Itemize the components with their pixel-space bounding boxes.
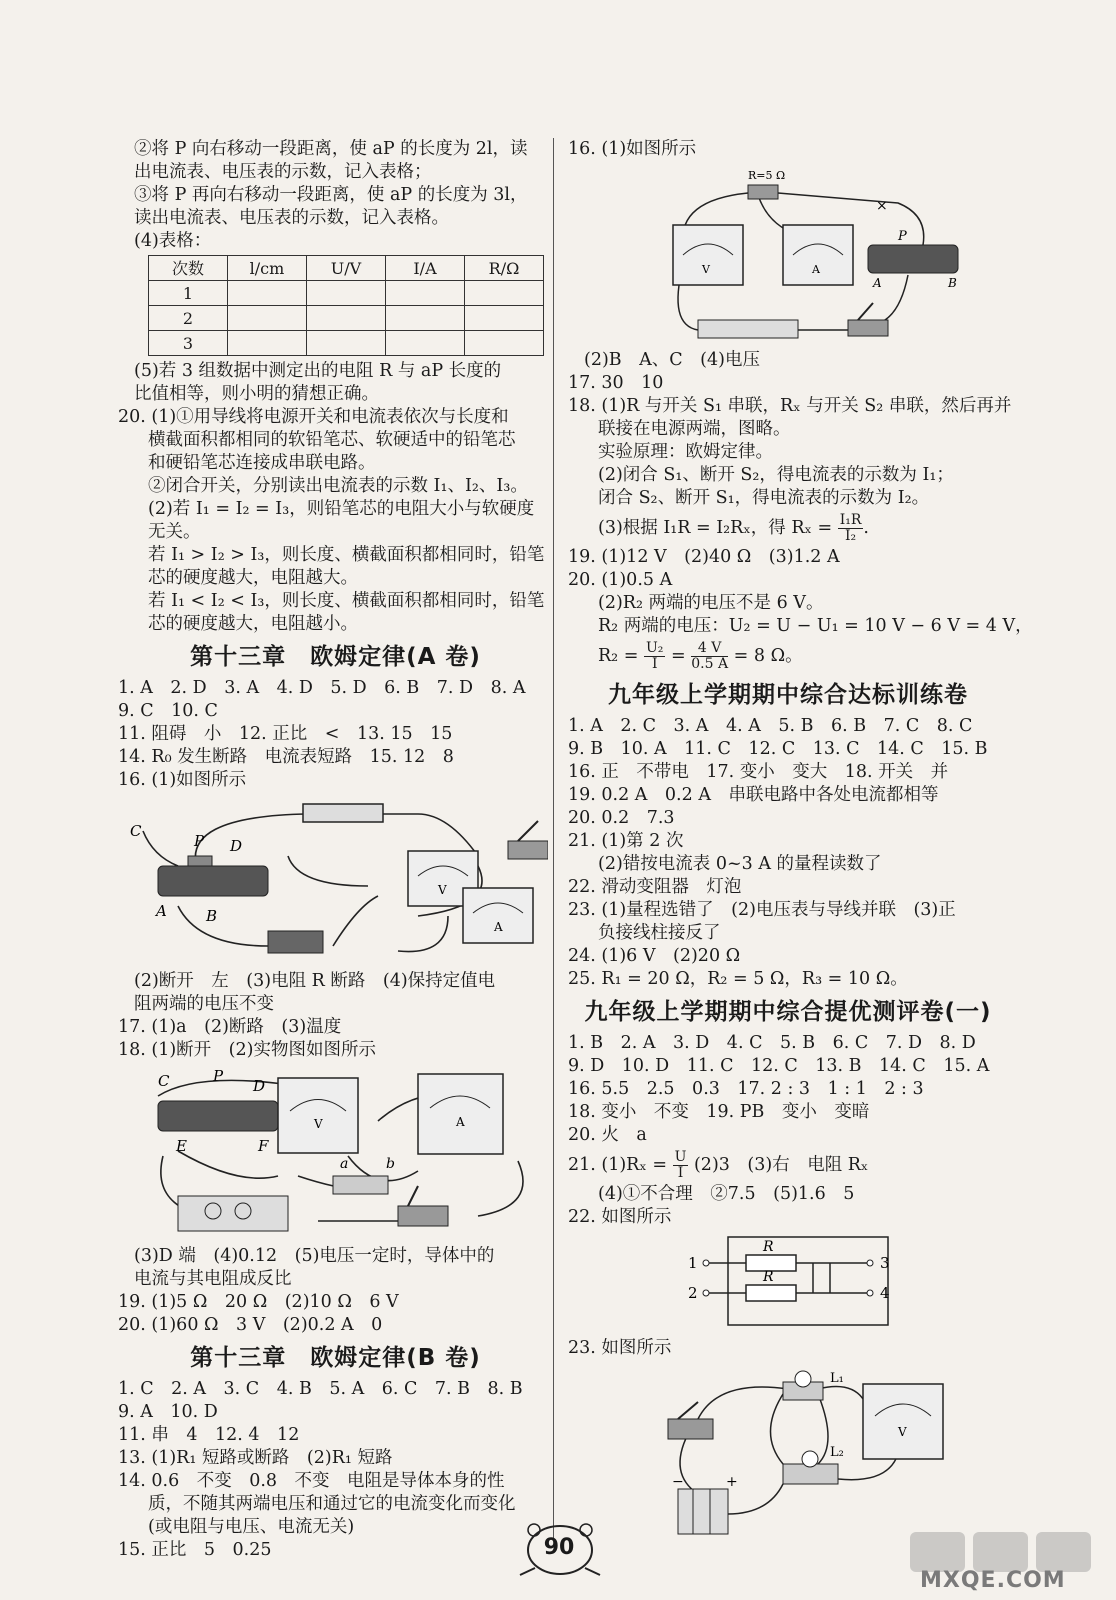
text-line: (4)①不合理 ②7.5 (5)1.6 5: [598, 1184, 855, 1204]
label-b: B: [948, 276, 957, 290]
text-line: 16. 正 不带电 17. 变小 变大 18. 开关 并: [568, 762, 949, 782]
table-cell: [228, 306, 307, 331]
table-cell: [307, 281, 386, 306]
text-line: ③将 P 再向右移动一段距离，使 aP 的长度为 3l，: [134, 185, 528, 205]
text-line: 22. 滑动变阻器 灯泡: [568, 877, 742, 897]
text-line: 负接线柱接反了: [598, 923, 721, 943]
text-line: 24. (1)6 V (2)20 Ω: [568, 946, 741, 966]
text-line: 1. C 2. A 3. C 4. B 5. A 6. C 7. B 8. B: [118, 1379, 523, 1399]
right-column: [568, 138, 1033, 1543]
text-line: 16. (1)如图所示: [568, 139, 697, 159]
table-header: l/cm: [228, 256, 307, 281]
text-line: 电流与其电阻成反比: [134, 1269, 292, 1289]
text-line: 若 I₁ < I₂ < I₃，则长度、横截面积都相同时，铅笔: [148, 591, 545, 611]
table-header: 次数: [149, 256, 228, 281]
eq-prefix: 21. (1)Rₓ =: [568, 1155, 668, 1175]
text-line: 15. 正比 5 0.25: [118, 1540, 272, 1560]
text-line: 1. A 2. D 3. A 4. D 5. D 6. B 7. D 8. A: [118, 678, 526, 698]
resistor-icon: [333, 1176, 388, 1194]
text-line: 19. 0.2 A 0.2 A 串联电路中各处电流都相等: [568, 785, 939, 805]
text-line: 19. (1)5 Ω 20 Ω (2)10 Ω 6 V: [118, 1292, 399, 1312]
text-line: 13. (1)R₁ 短路或断路 (2)R₁ 短路: [118, 1448, 393, 1468]
fraction-den: I: [677, 1165, 684, 1181]
circuit-figure-16b: [568, 165, 1008, 345]
label-b: B: [206, 907, 218, 925]
table-header: I/A: [386, 256, 465, 281]
terminal-3: 3: [880, 1254, 890, 1272]
label-amp: A: [494, 920, 503, 934]
text-line: 1. B 2. A 3. D 4. C 5. B 6. C 7. D 8. D: [568, 1033, 976, 1053]
text-line: 16. 5.5 2.5 0.3 17. 2 : 3 1 : 1 2 : 3: [568, 1079, 924, 1099]
watermark-text: MXQE.COM: [920, 1568, 1066, 1593]
circuit-figure-18: [118, 1066, 548, 1241]
table-header-row: [149, 256, 544, 281]
text-line: 质，不随其两端电压和通过它的电流变化而变化: [148, 1494, 516, 1514]
table-header: U/V: [307, 256, 386, 281]
label-b: b: [386, 1156, 395, 1172]
battery-icon: [678, 1489, 728, 1534]
text-line: 23. (1)量程选错了 (2)电压表与导线并联 (3)正: [568, 900, 956, 920]
label-p: P: [213, 1067, 224, 1085]
label-l1: L₁: [830, 1371, 844, 1386]
resistor-icon: [748, 185, 778, 199]
label-d: D: [253, 1077, 266, 1095]
label-e: E: [176, 1137, 187, 1155]
table-cell: [465, 281, 544, 306]
battery-icon: [178, 1196, 288, 1231]
equation-21: [568, 1147, 1008, 1183]
label-r2: R: [763, 1269, 774, 1285]
label-p: P: [898, 229, 907, 244]
column-divider: [553, 138, 554, 1538]
table-cell: [386, 306, 465, 331]
eq-mid: =: [671, 646, 686, 666]
cross-mark-icon: ×: [876, 198, 888, 214]
table-row: [149, 331, 544, 356]
fraction-num: U₂: [646, 640, 664, 656]
eq-suffix: = 8 Ω。: [733, 646, 803, 666]
section-title: 第十三章 欧姆定律(B 卷): [190, 1345, 481, 1371]
data-table: [148, 255, 544, 356]
text-line: 20. (1)0.5 A: [568, 570, 673, 590]
text-line: 闭合 S₂、断开 S₁，得电流表的示数为 I₂。: [598, 488, 930, 508]
label-r: R=5 Ω: [748, 169, 786, 182]
text-line: 22. 如图所示: [568, 1207, 672, 1227]
text-line: 18. 变小 不变 19. PB 变小 变暗: [568, 1102, 870, 1122]
label-f: F: [258, 1137, 269, 1155]
rheostat-icon: [868, 245, 958, 273]
label-v: V: [314, 1117, 323, 1131]
text-line: 25. R₁ = 20 Ω，R₂ = 5 Ω，R₃ = 10 Ω。: [568, 969, 908, 989]
eq-suffix: (2)3 (3)右 电阻 Rₓ: [693, 1155, 869, 1175]
circuit-figure-16a: [118, 796, 548, 966]
text-line: 联接在电源两端，图略。: [598, 419, 791, 439]
text-line: 和硬铅笔芯连接成串联电路。: [148, 453, 376, 473]
fraction-num: I₁R: [839, 512, 862, 528]
table-row: [149, 306, 544, 331]
text-line: 1. A 2. C 3. A 4. A 5. B 6. B 7. C 8. C: [568, 716, 973, 736]
text-line: 21. (1)第 2 次: [568, 831, 684, 851]
left-column: [118, 138, 553, 1562]
text-line: 芯的硬度越大，电阻越小。: [148, 614, 358, 634]
equation-20: [568, 638, 1008, 674]
text-line: 9. C 10. C: [118, 701, 218, 721]
circuit-figure-23: [568, 1364, 1008, 1539]
text-line: ②闭合开关，分别读出电流表的示数 I₁、I₂、I₃。: [148, 476, 528, 496]
eq-prefix: (3)根据 I₁R = I₂Rₓ，得 Rₓ =: [598, 518, 833, 538]
text-line: 阻两端的电压不变: [134, 994, 274, 1014]
battery-icon: [268, 931, 323, 953]
rheostat-icon: [158, 1101, 278, 1131]
label-p: P: [194, 832, 205, 850]
text-line: 23. 如图所示: [568, 1338, 672, 1358]
text-line: 无关。: [148, 522, 201, 542]
fraction-den: I: [651, 656, 658, 672]
label-a: A: [873, 276, 882, 290]
text-line: (2)B A、C (4)电压: [584, 350, 760, 370]
text-line: 14. R₀ 发生断路 电流表短路 15. 12 8: [118, 747, 454, 767]
resistor-icon: [303, 804, 383, 822]
text-line: 实验原理：欧姆定律。: [598, 442, 773, 462]
text-line: 比值相等，则小明的猜想正确。: [134, 384, 379, 404]
table-cell: [386, 331, 465, 356]
text-line: (2)错按电流表 0~3 A 的量程读数了: [598, 854, 882, 874]
text-line: 11. 阻碍 小 12. 正比 < 13. 15 15: [118, 724, 453, 744]
table-cell: [465, 306, 544, 331]
fraction: [644, 641, 665, 672]
label-l2: L₂: [830, 1445, 844, 1460]
text-line: ②将 P 向右移动一段距离，使 aP 的长度为 2l，读: [134, 139, 528, 159]
text-line: 读出电流表、电压表的示数，记入表格。: [134, 208, 449, 228]
fraction: [691, 641, 728, 672]
label-r1: R: [763, 1239, 774, 1255]
text-line: (4)表格：: [134, 231, 212, 251]
bulb-icon: [802, 1451, 818, 1467]
text-line: 17. 30 10: [568, 373, 664, 393]
table-row: [149, 281, 544, 306]
battery-icon: [698, 320, 798, 338]
table-cell: [228, 331, 307, 356]
fraction: [673, 1150, 689, 1181]
text-line: 17. (1)a (2)断路 (3)温度: [118, 1017, 342, 1037]
label-a: a: [340, 1156, 349, 1172]
ammeter-icon: [418, 1074, 503, 1154]
bulb-icon: [795, 1371, 811, 1387]
section-title: 九年级上学期期中综合达标训练卷: [608, 682, 968, 708]
switch-icon: [398, 1206, 448, 1226]
label-v: V: [438, 883, 447, 897]
text-line: 9. B 10. A 11. C 12. C 13. C 14. C 15. B: [568, 739, 988, 759]
text-line: (2)若 I₁ = I₂ = I₃，则铅笔芯的电阻大小与软硬度: [148, 499, 535, 519]
label-v: V: [702, 263, 710, 276]
text-line: 9. A 10. D: [118, 1402, 218, 1422]
text-line: (3)D 端 (4)0.12 (5)电压一定时，导体中的: [134, 1246, 495, 1266]
fraction: [838, 513, 864, 544]
label-v: V: [898, 1425, 907, 1439]
switch-icon: [508, 841, 548, 859]
label-d: D: [230, 837, 243, 855]
terminal-4: 4: [880, 1284, 890, 1302]
label-a: A: [156, 902, 167, 920]
table-cell: [228, 281, 307, 306]
question-20: [118, 406, 553, 636]
text-line: (2)R₂ 两端的电压不是 6 V。: [598, 593, 824, 613]
text-line: (5)若 3 组数据中测定出的电阻 R 与 aP 长度的: [134, 361, 502, 381]
text-line: 18. (1)断开 (2)实物图如图所示: [118, 1040, 376, 1060]
label-c: C: [158, 1072, 170, 1090]
label-amp: A: [456, 1115, 465, 1129]
text-line: 18. (1)R 与开关 S₁ 串联，Rₓ 与开关 S₂ 串联，然后再并: [568, 396, 1012, 416]
text-line: 20. 火 a: [568, 1125, 647, 1145]
text-line: R₂ 两端的电压：U₂ = U − U₁ = 10 V − 6 V = 4 V，: [598, 616, 1033, 636]
text-line: 14. 0.6 不变 0.8 不变 电阻是导体本身的性: [118, 1471, 505, 1491]
switch-icon: [668, 1419, 713, 1439]
text-line: 出电流表、电压表的示数，记入表格；: [134, 162, 432, 182]
text-line: 芯的硬度越大，电阻越大。: [148, 568, 358, 588]
text-line: 9. D 10. D 11. C 12. C 13. B 14. C 15. A: [568, 1056, 990, 1076]
ammeter-icon: [463, 888, 533, 943]
text-line: (2)闭合 S₁、断开 S₂，得电流表的示数为 I₁；: [598, 465, 954, 485]
label-c: C: [130, 822, 142, 840]
voltmeter-icon: [863, 1384, 943, 1459]
switch-icon: [848, 320, 888, 336]
table-cell: [307, 306, 386, 331]
text-line: 若 I₁ > I₂ > I₃，则长度、横截面积都相同时，铅笔: [148, 545, 545, 565]
fraction-num: 4 V: [691, 641, 728, 657]
label-minus: −: [672, 1474, 684, 1490]
eq-prefix: R₂ =: [598, 646, 639, 666]
table-cell: 3: [149, 331, 228, 356]
table-cell: 1: [149, 281, 228, 306]
fraction-den: 0.5 A: [691, 656, 729, 672]
terminal-2: 2: [688, 1284, 698, 1302]
section-title: 九年级上学期期中综合提优测评卷(一): [584, 999, 992, 1025]
rheostat-icon: [158, 866, 268, 896]
text-line: (2)断开 左 (3)电阻 R 断路 (4)保持定值电: [134, 971, 496, 991]
text-line: 11. 串 4 12. 4 12: [118, 1425, 300, 1445]
voltmeter-icon: [278, 1078, 358, 1153]
label-amp: A: [812, 263, 820, 276]
text-line: 19. (1)12 V (2)40 Ω (3)1.2 A: [568, 547, 840, 567]
text-line: 20. (1)①用导线将电源开关和电流表依次与长度和: [118, 407, 509, 427]
section-title: 第十三章 欧姆定律(A 卷): [190, 644, 481, 670]
text-line: 横截面积都相同的软铅笔芯、软硬适中的铅笔芯: [148, 430, 516, 450]
text-line: 20. (1)60 Ω 3 V (2)0.2 A 0: [118, 1315, 383, 1335]
table-cell: 2: [149, 306, 228, 331]
box-outline: [728, 1237, 888, 1325]
table-cell: [307, 331, 386, 356]
text-line: (或电阻与电压、电流无关): [148, 1517, 355, 1537]
text-line: 16. (1)如图所示: [118, 770, 247, 790]
label-plus: +: [726, 1474, 738, 1490]
text-line: 20. 0.2 7.3: [568, 808, 675, 828]
table-cell: [465, 331, 544, 356]
circuit-figure-22: [568, 1233, 1008, 1333]
table-cell: [386, 281, 465, 306]
fraction-den: I₂: [845, 528, 857, 544]
equation-18: (3)根据 I₁R = I₂Rₓ，得 Rₓ = $\frac{\text{I₁R}}{\text{I₂}}$ .: [598, 512, 869, 544]
page-number: 90: [543, 1535, 575, 1560]
table-header: R/Ω: [465, 256, 544, 281]
fraction-num: U: [674, 1149, 687, 1165]
terminal-1: 1: [688, 1254, 698, 1272]
